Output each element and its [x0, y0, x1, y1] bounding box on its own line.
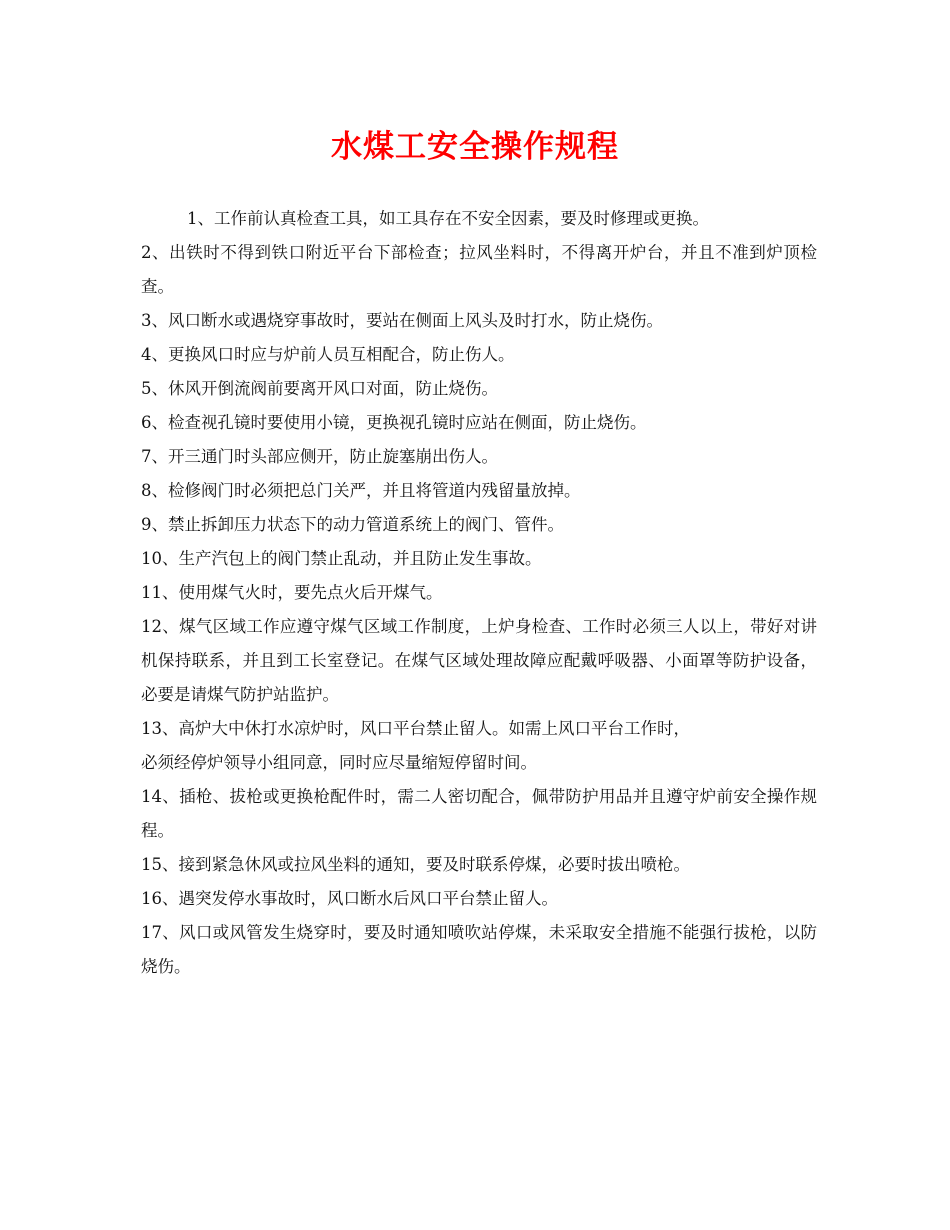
rule-item-2: 2、出铁时不得到铁口附近平台下部检查；拉风坐料时，不得离开炉台，并且不准到炉顶检查。 [141, 243, 817, 296]
rule-item-7: 7、开三通门时头部应侧开，防止旋塞崩出伤人。 [141, 447, 498, 466]
rule-item-5: 5、休风开倒流阀前要离开风口对面，防止烧伤。 [141, 379, 498, 398]
rule-item-9: 9、禁止拆卸压力状态下的动力管道系统上的阀门、管件。 [141, 515, 564, 534]
rule-item-17: 17、风口或风管发生烧穿时，要及时通知喷吹站停煤，未采取安全措施不能强行拔枪，以防烧伤。 [141, 923, 817, 976]
rule-item-10: 10、生产汽包上的阀门禁止乱动，并且防止发生事故。 [141, 549, 542, 568]
rule-item-13-continued: 必须经停炉领导小组同意，同时应尽量缩短停留时间。 [141, 753, 537, 772]
rule-item-12: 12、煤气区域工作应遵守煤气区域工作制度，上炉身检查、工作时必须三人以上，带好对讲机保持联系，并且到工长室登记。在煤气区域处理故障应配戴呼吸器、小面罩等防护设备，必要是请煤气防护站监护。 [141, 617, 817, 704]
rule-item-14: 14、插枪、拔枪或更换枪配件时，需二人密切配合，佩带防护用品并且遵守炉前安全操作规程。 [141, 787, 817, 840]
rule-item-6: 6、检查视孔镜时要使用小镜，更换视孔镜时应站在侧面，防止烧伤。 [141, 413, 647, 432]
rule-item-11: 11、使用煤气火时，要先点火后开煤气。 [141, 583, 443, 602]
rule-item-4: 4、更换风口时应与炉前人员互相配合，防止伤人。 [141, 345, 515, 364]
rule-item-1: 1、工作前认真检查工具，如工具存在不安全因素，要及时修理或更换。 [187, 209, 709, 228]
rule-item-3: 3、风口断水或遇烧穿事故时，要站在侧面上风头及时打水，防止烧伤。 [141, 311, 663, 330]
rule-item-16: 16、遇突发停水事故时，风口断水后风口平台禁止留人。 [141, 889, 558, 908]
document-title: 水煤工安全操作规程 [331, 129, 619, 165]
rule-item-13: 13、高炉大中休打水凉炉时，风口平台禁止留人。如需上风口平台工作时， [141, 719, 690, 738]
rule-item-15: 15、接到紧急休风或拉风坐料的通知，要及时联系停煤，必要时拔出喷枪。 [141, 855, 690, 874]
document-body [141, 202, 817, 984]
rule-item-8: 8、检修阀门时必须把总门关严，并且将管道内残留量放掉。 [141, 481, 581, 500]
